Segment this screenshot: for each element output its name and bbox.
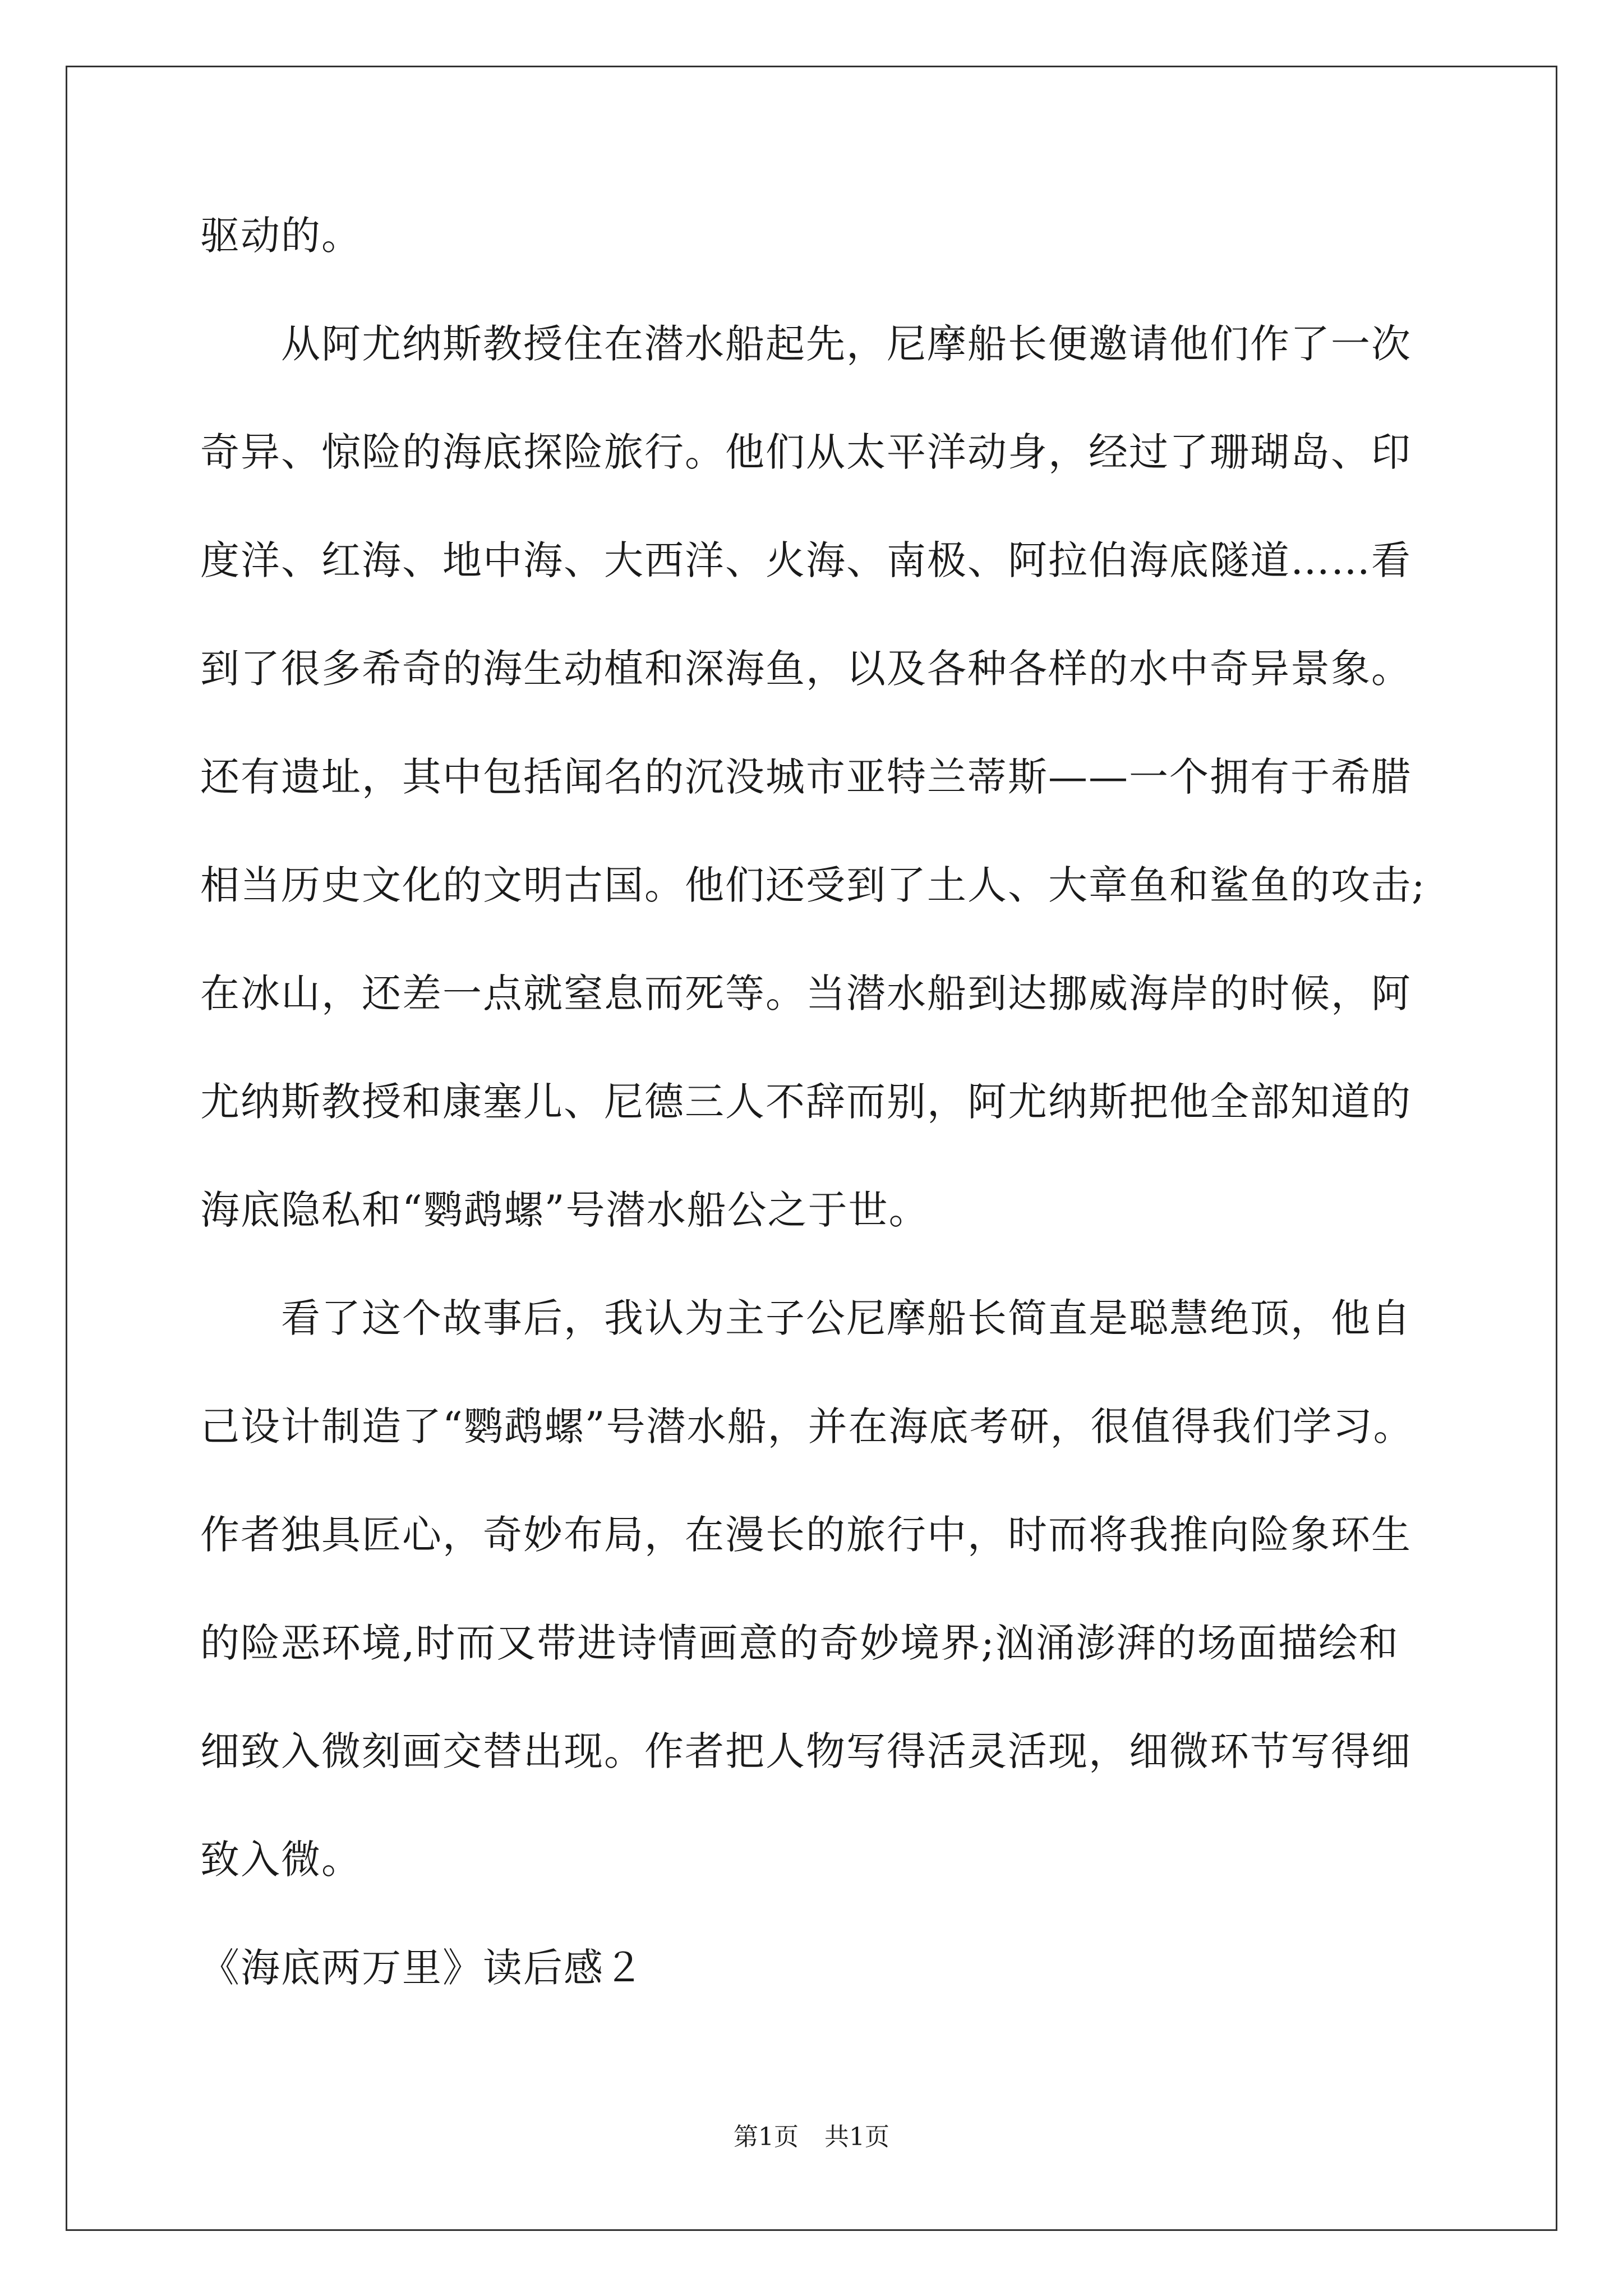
- text-line: 海底隐私和“鹦鹉螺”号潜水船公之于世。: [200, 1187, 929, 1233]
- text-line: 作者独具匠心，奇妙布局，在漫长的旅行中，时而将我推向险象环生: [200, 1512, 1412, 1558]
- text-line: 看了这个故事后，我认为主子公尼摩船长简直是聪慧绝顶，他自: [281, 1295, 1412, 1341]
- text-line: 驱动的。: [200, 213, 362, 259]
- text-line: 从阿尤纳斯教授住在潜水船起先，尼摩船长便邀请他们作了一次: [281, 321, 1412, 367]
- text-line: 在冰山，还差一点就窒息而死等。当潜水船到达挪威海岸的时候，阿: [200, 970, 1412, 1016]
- text-line: 尤纳斯教授和康塞儿、尼德三人不辞而别，阿尤纳斯把他全部知道的: [200, 1079, 1412, 1125]
- page-number: 第1页: [734, 2123, 799, 2151]
- text-line: 细致入微刻画交替出现。作者把人物写得活灵活现，细微环节写得细: [200, 1728, 1412, 1774]
- text-line: 度洋、红海、地中海、大西洋、火海、南极、阿拉伯海底隧道……看: [200, 537, 1412, 583]
- text-line: 己设计制造了“鹦鹉螺”号潜水船，并在海底考研，很值得我们学习。: [200, 1404, 1414, 1450]
- page-total: 共1页: [824, 2123, 889, 2151]
- page-footer: [0, 2120, 1623, 2154]
- text-line: 到了很多希奇的海生动植和深海鱼，以及各种各样的水中奇异景象。: [200, 646, 1412, 692]
- text-line: 致入微。: [200, 1837, 362, 1883]
- text-line: 奇异、惊险的海底探险旅行。他们从太平洋动身，经过了珊瑚岛、印: [200, 429, 1412, 475]
- section-heading: 《海底两万里》读后感２: [200, 1945, 644, 1991]
- text-line: 还有遗址，其中包括闻名的沉没城市亚特兰蒂斯——一个拥有于希腊: [200, 754, 1412, 800]
- document-body: [200, 208, 1426, 1996]
- text-line: 的险恶环境,时而又带进诗情画意的奇妙境界;汹涌澎湃的场面描绘和: [200, 1620, 1399, 1666]
- text-line: 相当历史文化的文明古国。他们还受到了土人、大章鱼和鲨鱼的攻击;: [200, 862, 1426, 908]
